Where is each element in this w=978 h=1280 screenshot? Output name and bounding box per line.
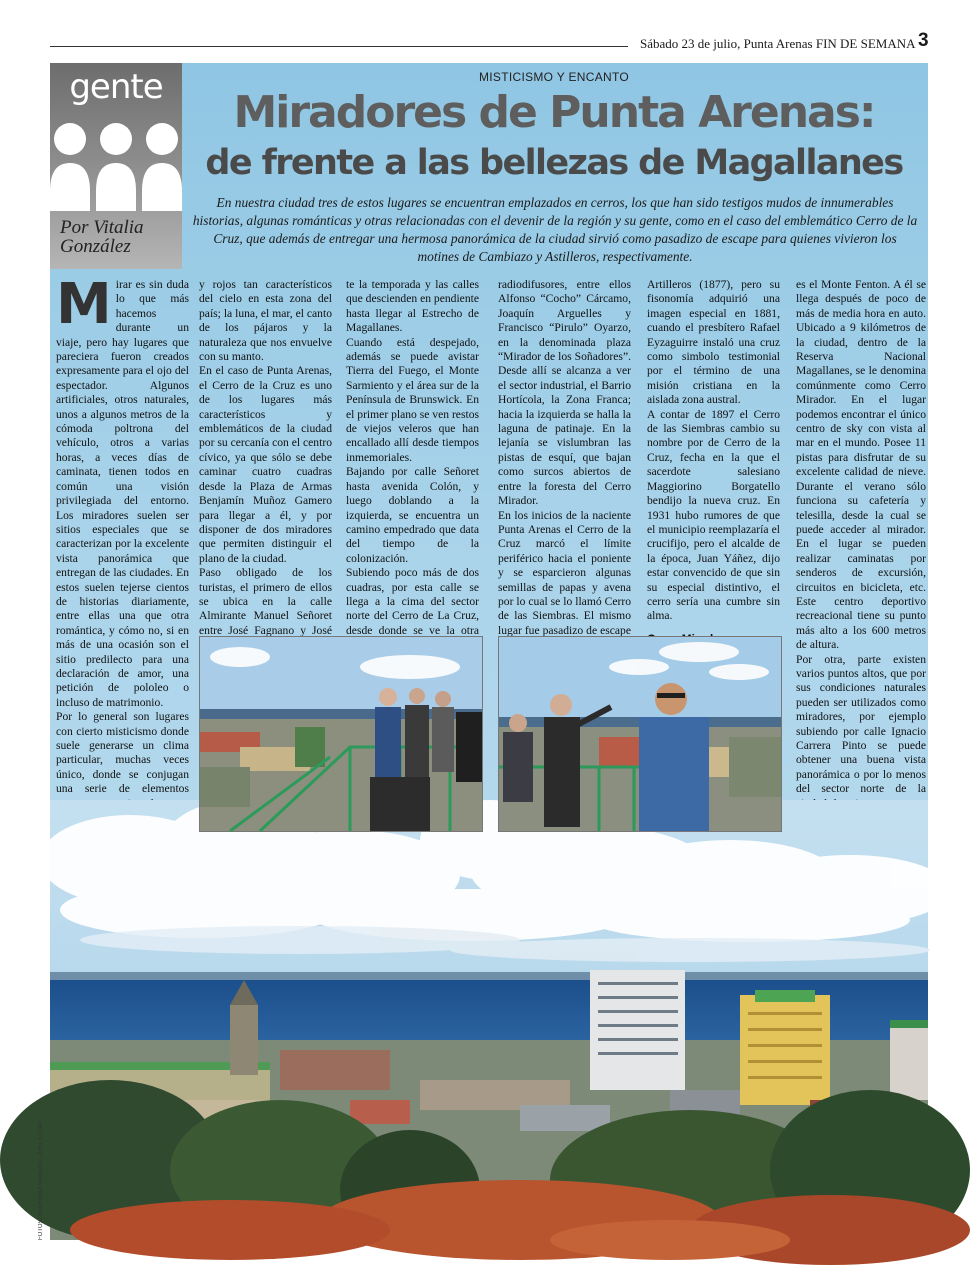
paragraph: A contar de 1897 el Cerro de las Siembras cambio su nombre por de Cerro de la Cruz, fecha en la que el sacerdote salesiano Maggiorino Borgatello bendijo la nueva cruz. En 1931 hubo rumores de que el municipio reemplazaría el crucifijo, pero el alcalde de la época, Juan Yáñez, dijo estar convencido de que sin su especial distintivo, el cerro sería una cumbre sin alma. <box>647 407 780 623</box>
article-column-2 <box>199 278 332 637</box>
paragraph: es el Monte Fenton. A él se llega después de poco de más de media hora en auto. Ubicado a 9 kilómetros de la ciudad, dentro de la Reserva Nacional Magallanes, se le denomina comúnmente como Cerro Mirador. En el lugar podemos encontrar el único centro de sky con vista al mar en el mundo. Posee 11 pistas para disfrutar de su excelente calidad de nieve. Durante el verano sólo funciona su cafetería y telesilla, desde la cual se puede acceder al mirador. En el lugar se pueden realizar caminatas por senderos de excursión, circuitos en bicicleta, etc. Este centro deportivo recreacional tiene su punto más alto a los 600 metros de altura. <box>796 278 926 652</box>
paragraph: Paso obligado de los turistas, el primero de ellos se ubica en la calle Almirante Manuel Señoret entre José Fagnano y José <box>199 566 332 637</box>
byline: Por Vitalia González <box>60 217 144 257</box>
tourists-viewpoint-photo-1 <box>199 636 483 832</box>
paragraph: En el caso de Punta Arenas, el Cerro de la Cruz es uno de los lugares más característicos y emblemáticos de la ciudad por su cercanía con el centro cívico, ya que sólo se debe caminar cuatro cuadras desde la Plaza de Armas Benjamín Muñoz Gamero para llegar a él, y por disponer de dos miradores que permiten distinguir el plano de la ciudad. <box>199 364 332 565</box>
article-column-5 <box>647 278 780 630</box>
article-column-4 <box>498 278 631 637</box>
article-lead: En nuestra ciudad tres de estos lugares se encuentran emplazados en cerros, los que han sido testigos mudos de innumerables historias, algunas románticas y otras relacionadas con el devenir de la región y su gente, como en el caso del emblemático Cerro de la Cruz, que además de entregar una hermosa panorámica de la ciudad sirvió como pasadizo de escape para quienes vivieron los motines de Cambiazo y Astilleros, respectivamente. <box>192 195 918 264</box>
paragraph: Cuando está despejado, además se puede avistar Tierra del Fuego, el Monte Sarmiento y el área sur de la Península de Brunswick. En el primer plano se ven restos de viejos veleros que han encallado allí desde tiempos inmemoriales. <box>346 335 479 464</box>
page-number: 3 <box>918 30 929 51</box>
headline-line-2: de frente a las bellezas de Magallanes <box>205 143 903 183</box>
header-date: Sábado 23 de julio, Punta Arenas FIN DE SEMANA <box>640 36 916 51</box>
photo-credit: FOTOS: RODRIGO VARGAS / JOEL ESTAY <box>38 1120 44 1240</box>
article-column-1 <box>56 272 189 854</box>
paragraph: te la temporada y las calles que descienden en pendiente hasta llegar al Estrecho de Magallanes. <box>346 278 479 335</box>
paragraph: y rojos tan característicos del cielo en esta zona del país; la luna, el mar, el canto de los pájaros y la naturaleza que nos envuelve con su manto. <box>199 278 332 364</box>
paragraph: Subiendo poco más de dos cuadras, por esta calle se llega a la cima del sector norte del Cerro de La Cruz, desde donde se ve la otra <box>346 566 479 637</box>
dropcap: M <box>56 272 112 337</box>
paragraph: Bajando por calle Señoret hasta avenida Colón, y luego doblando a la izquierda, se encuentra un camino empedrado que data del tiempo de la colonización. <box>346 465 479 565</box>
city-panorama-photo <box>50 800 928 1240</box>
kicker: MISTICISMO Y ENCANTO <box>478 70 630 84</box>
paragraph: Por lo general son lugares con cierto misticismo donde suele generarse un clima particular, muchas veces único, donde se conjugan una serie de elementos <box>56 710 189 796</box>
paragraph: Por otra, parte existen varios puntos altos, que por sus condiciones naturales pueden ser utilizados como miradores, por ejemplo subiendo por calle Ignacio Carrera Pinto se puede obtener una buena vista panorámica o por lo menos del sector norte de la <box>796 653 926 927</box>
paragraph: radiodifusores, entre ellos Alfonso “Cocho” Cárcamo, Joaquín Arguelles y Francisco “Pirulo” Oyarzo, en la denominada plaza “Mirador de los Soñadores”. Desde allí se alcanza a ver el sector industrial, el Barrio Hortícola, la Zona Franca; hacia la izquierda se halla la laguna de patinaje. En la lejanía se vislumbran las pistas de esquí, que bajan como surcos abiertos de entre la foresta del Cerro Mirador. <box>498 278 631 508</box>
headline-line-1: Miradores de Punta Arenas: <box>233 87 875 138</box>
section-name: gente <box>69 67 163 107</box>
article-column-3 <box>346 278 479 637</box>
header-rule <box>50 46 628 47</box>
paragraph: Artilleros (1877), pero su fisonomía adquirió una imagen especial en 1881, cuando el presbítero Rafael Eyzaguirre instaló una cruz como simbolo testimonial por el término de una misión cristiana en la aislada zona austral. <box>647 278 780 407</box>
tourists-viewpoint-photo-2 <box>498 636 782 832</box>
paragraph: irar es sin duda lo que más hacemos durante un viaje, pero hay lugares que pareciera fueron creados expresamente para el ojo del espectador. Algunos artificiales, otros naturales, unos a algunos metros de la cómoda poltrona del vehículo, otros a varias horas, a veces días de caminata, tienen todos en común una visión privilegiada del entorno. Los miradores suelen ser sitios especiales que se caracterizan por la excelente vista panorámica que entregan de las ciudades. En estos suelen tejerse cientos de historias diariamente, entre ellas una que otra romántica, y cómo no, si en más de una ocasión son el sitio predilecto para una declaración de amor, una petición de pololeo o incluso de matrimonio. <box>56 278 189 709</box>
paragraph: En los inicios de la naciente Punta Arenas el Cerro de la Cruz marcó el límite periférico hacia el poniente y se esparcieron algunas semillas de papas y avena por lo cual se lo llamó Cerro de las Siembras. El mismo lugar fue pasadizo de escape <box>498 508 631 637</box>
